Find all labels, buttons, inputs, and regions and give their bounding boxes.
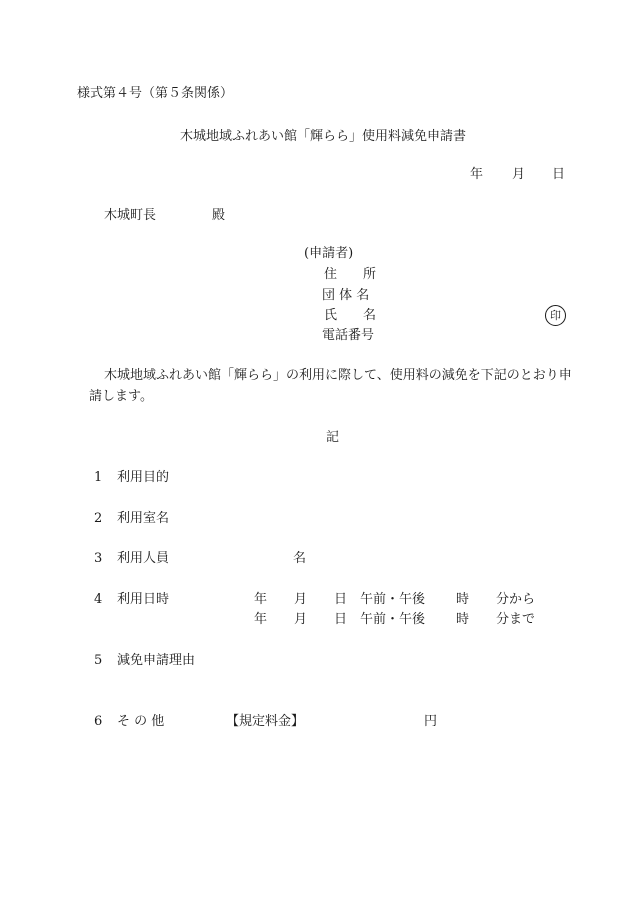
date-day-label: 日 — [552, 167, 566, 182]
item-6-currency: 円 — [424, 714, 438, 729]
item-6-number: 6 — [94, 714, 103, 729]
item-1-label: 利用目的 — [117, 470, 170, 485]
datetime-row2-ampm: 午前・午後 — [360, 612, 426, 627]
date-month-label: 月 — [512, 167, 526, 182]
body-text-line2: 請します。 — [89, 389, 153, 404]
datetime-row2-hour: 時 — [456, 612, 470, 627]
addressee-name: 木城町長 — [104, 208, 157, 223]
ki-heading: 記 — [326, 430, 340, 445]
applicant-address-label: 住 所 — [324, 267, 377, 282]
datetime-row2-minute: 分まで — [496, 612, 536, 627]
item-2-label: 利用室名 — [117, 511, 170, 526]
item-3-number: 3 — [94, 551, 103, 566]
document-title: 木城地域ふれあい館「輝らら」使用料減免申請書 — [180, 129, 467, 144]
datetime-row1-minute: 分から — [496, 592, 536, 607]
item-5-number: 5 — [94, 653, 103, 668]
item-6-label: そ の 他 — [117, 714, 165, 729]
applicant-heading: (申請者) — [304, 246, 354, 261]
datetime-row2-day: 日 — [334, 612, 348, 627]
item-4-label: 利用日時 — [117, 592, 170, 607]
item-2-number: 2 — [94, 511, 103, 526]
datetime-row1-ampm: 午前・午後 — [360, 592, 426, 607]
body-text-line1: 木城地域ふれあい館「輝らら」の利用に際して、使用料の減免を下記のとおり申 — [104, 368, 572, 383]
datetime-row1-day: 日 — [334, 592, 348, 607]
item-3-unit: 名 — [293, 551, 307, 566]
item-5-label: 減免申請理由 — [117, 653, 196, 668]
datetime-row2-year: 年 — [254, 612, 268, 627]
seal-icon: 印 — [545, 305, 566, 326]
form-number: 様式第４号（第５条関係） — [77, 86, 234, 101]
applicant-group-label: 団 体 名 — [322, 288, 370, 303]
item-3-label: 利用人員 — [117, 551, 170, 566]
item-4-number: 4 — [94, 592, 103, 607]
datetime-row1-year: 年 — [254, 592, 268, 607]
applicant-phone-label: 電話番号 — [322, 328, 375, 343]
date-year-label: 年 — [470, 167, 484, 182]
applicant-name-label: 氏 名 — [324, 308, 377, 323]
datetime-row1-hour: 時 — [456, 592, 470, 607]
addressee-honorific: 殿 — [212, 208, 226, 223]
datetime-row2-month: 月 — [294, 612, 308, 627]
item-6-fee-label: 【規定料金】 — [226, 714, 305, 729]
datetime-row1-month: 月 — [294, 592, 308, 607]
item-1-number: 1 — [94, 470, 103, 485]
